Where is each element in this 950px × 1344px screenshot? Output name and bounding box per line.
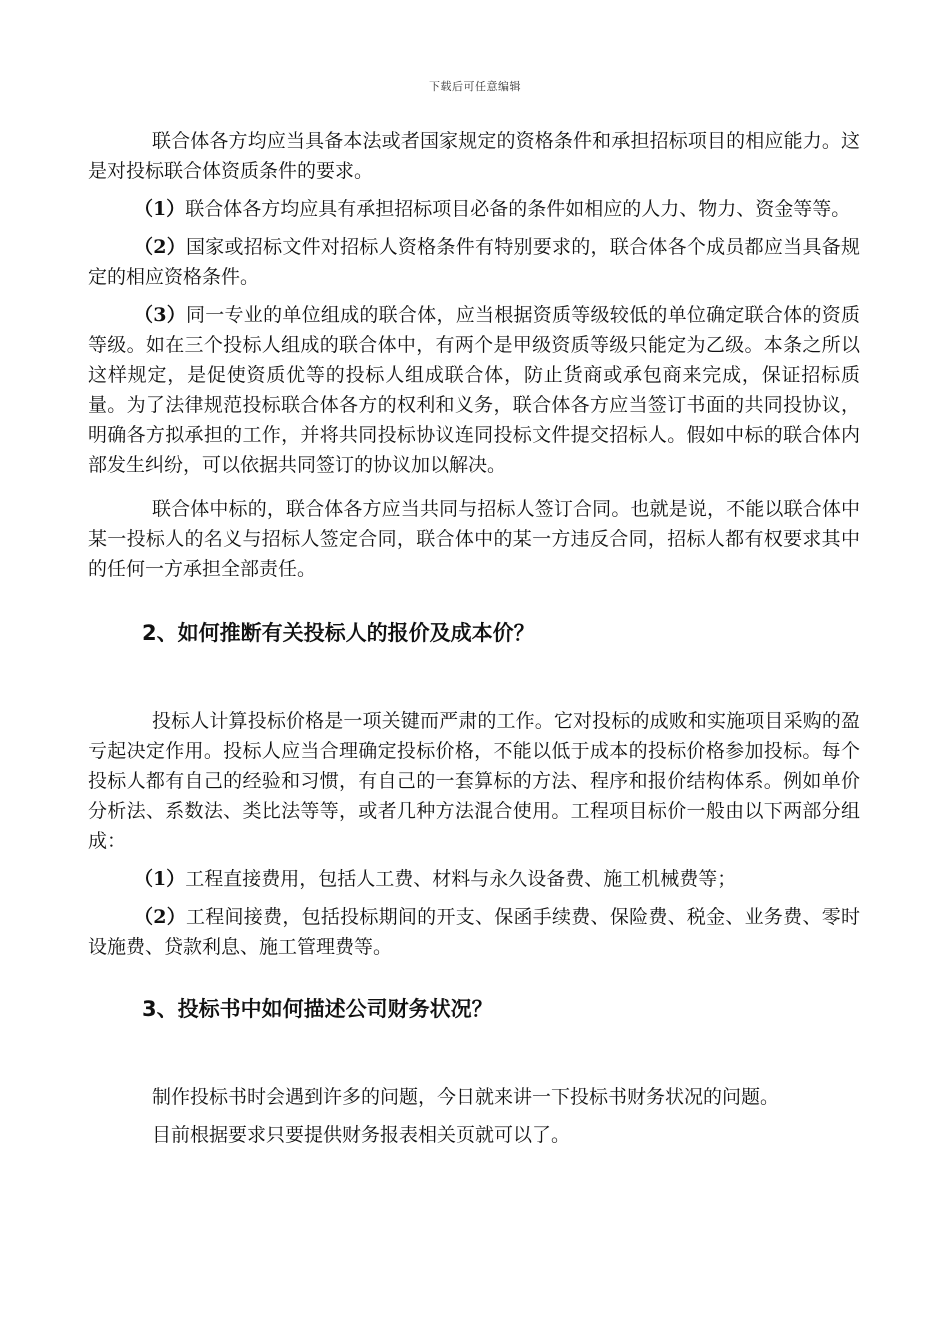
- list-item-text: 工程直接费用，包括人工费、材料与永久设备费、施工机械费等；: [185, 868, 737, 890]
- list-item-indirect-cost: [88, 902, 860, 962]
- paragraph-intro: 联合体各方均应当具备本法或者国家规定的资格条件和承担招标项目的相应能力。这是对投标联合体资质条件的要求。: [88, 130, 860, 182]
- list-item-number: （1）: [134, 198, 186, 220]
- list-item-direct-cost: [88, 864, 860, 894]
- paragraph-finance-intro: 制作投标书时会遇到许多的问题，今日就来讲一下投标书财务状况的问题。: [152, 1086, 780, 1108]
- list-item-number: （3）: [134, 304, 187, 326]
- paragraph-pricing: 投标人计算投标价格是一项关键而严肃的工作。它对投标的成败和实施项目采购的盈亏起决定作用。投标人应当合理确定投标价格，不能以低于成本的投标价格参加投标。每个投标人都有自己的经验和习惯，有自己的一套算标的方法、程序和报价结构体系。例如单价分析法、系数法、类比法等等，或者几种方法混合使用。工程项目标价一般由以下两部分组成：: [88, 710, 860, 852]
- list-item-text: 联合体各方均应具有承担招标项目必备的条件如相应的人力、物力、资金等等。: [185, 198, 851, 220]
- list-item-number: （2）: [134, 236, 187, 258]
- list-item-text: 国家或招标文件对招标人资格条件有特别要求的，联合体各个成员都应当具备规定的相应资格条件。: [88, 236, 860, 288]
- list-item-text: 工程间接费，包括投标期间的开支、保函手续费、保险费、税金、业务费、零时设施费、贷款利息、施工管理费等。: [88, 906, 860, 958]
- list-item-text: 同一专业的单位组成的联合体，应当根据资质等级较低的单位确定联合体的资质等级。如在三个投标人组成的联合体中，有两个是甲级资质等级只能定为乙级。本条之所以这样规定，是促使资质优等的投标人组成联合体，防止货商或承包商来完成，保证招标质量。为了法律规范投标联合体各方的权利和义务，联合体各方应当签订书面的共同投协议，明确各方拟承担的工作，并将共同投标协议连同投标文件提交招标人。假如中标的联合体内部发生纠纷，可以依据共同签订的协议加以解决。: [88, 304, 860, 476]
- list-item-2: [88, 232, 860, 292]
- section-heading-3: 3、投标书中如何描述公司财务状况？: [142, 997, 493, 1021]
- list-item-3: [88, 300, 860, 480]
- header-note: 下载后可任意编辑: [429, 80, 521, 93]
- section-heading-2: 2、如何推断有关投标人的报价及成本价？: [142, 621, 535, 645]
- list-item-number: （1）: [134, 868, 186, 890]
- document-body: [88, 126, 860, 1150]
- list-item-number: （2）: [134, 906, 187, 928]
- paragraph-contract: 联合体中标的，联合体各方应当共同与招标人签订合同。也就是说，不能以联合体中某一投标人的名义与招标人签定合同，联合体中的某一方违反合同，招标人都有权要求其中的任何一方承担全部责任。: [88, 498, 860, 580]
- list-item-1: [88, 194, 860, 224]
- paragraph-finance-requirement: 目前根据要求只要提供财务报表相关页就可以了。: [152, 1124, 571, 1146]
